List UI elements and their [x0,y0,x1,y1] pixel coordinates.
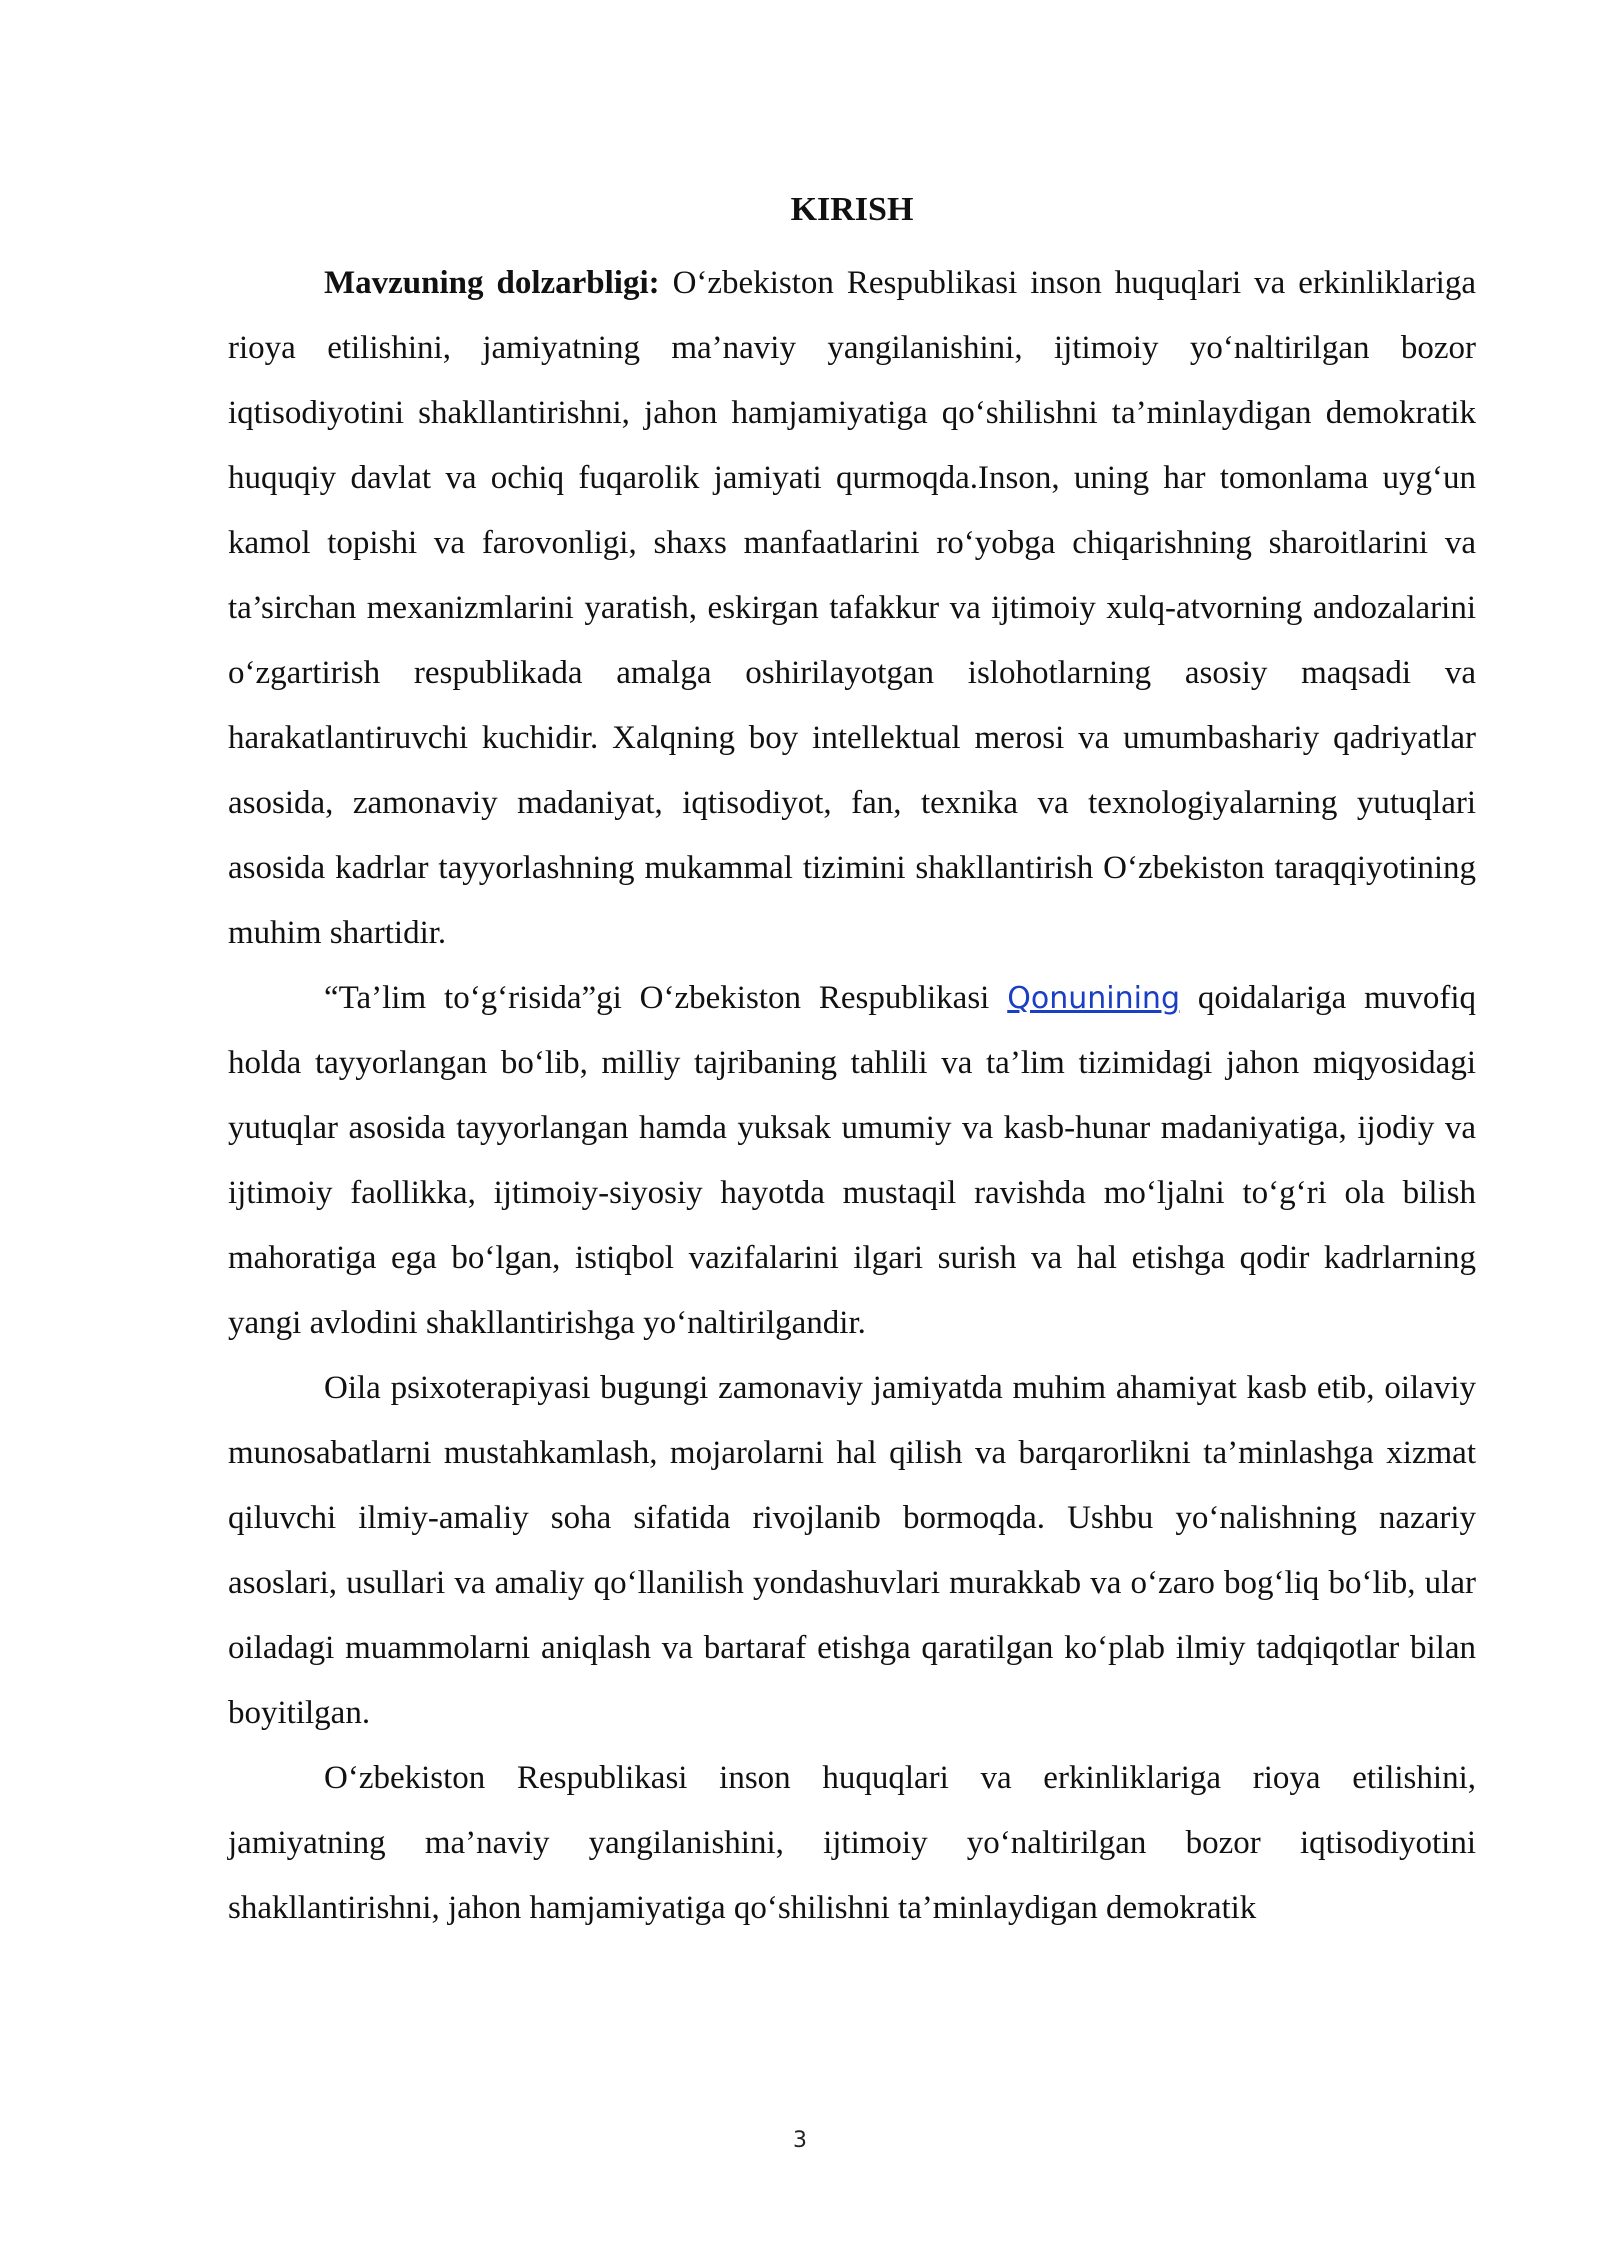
paragraph-family-psychotherapy: Oila psixoterapiyasi bugungi zamonaviy jamiyatda muhim ahamiyat kasb etib, oilaviy munosabatlarni mustahkamlash, mojarolarni hal qilish va barqarorlikni ta’minlashga xizmat qiluvchi ilmiy-amaliy soha sifatida rivojlanib bormoqda. Ushbu yo‘nalishning nazariy asoslari, usullari va amaliy qo‘llanilish yondashuvlari murakkab va o‘zaro bog‘liq bo‘lib, ular oiladagi muammolarni aniqlash va bartaraf etishga qaratilgan ko‘plab ilmiy tadqiqotlar bilan boyitilgan. [228,1370,1476,1731]
paragraph-text: qoidalariga muvofiq holda tayyorlangan bo‘lib, milliy tajribaning tahlili va ta’lim tizimidagi jahon miqyosidagi yutuqlar asosida tayyorlangan hamda yuksak umumiy va kasb-hunar madaniyatiga, ijodiy va ijtimoiy faollikka, ijtimoiy-siyosiy hayotda mustaqil ravishda mo‘ljalni to‘g‘ri ola bilish mahoratiga ega bo‘lgan, istiqbol vazifalarini ilgari surish va hal etishga qodir kadrlarning yangi avlodini shakllantirishga yo‘naltirilgandir. [228,980,1477,1341]
page-number: 3 [793,2128,807,2153]
page-title: KIRISH [790,191,914,228]
paragraph-republic: O‘zbekiston Respublikasi inson huquqlari va erkinliklariga rioya etilishini, jamiyatning ma’naviy yangilanishini, ijtimoiy yo‘naltirilgan bozor iqtisodiyotini shakllantirishni, jahon hamjamiyatiga qo‘shilishni ta’minlaydigan demokratik [228,1760,1476,1926]
paragraph-relevance [228,251,1476,966]
paragraph-text: “Ta’lim to‘g‘risida”gi O‘zbekiston Respublikasi [324,980,1008,1016]
paragraph-text: O‘zbekiston Respublikasi inson huquqlari va erkinliklariga rioya etilishini, jamiyatning ma’naviy yangilanishini, ijtimoiy yo‘naltirilgan bozor iqtisodiyotini shakllantirishni, jahon hamjamiyatiga qo‘shilishni ta’minlaydigan demokratik huquqiy davlat va ochiq fuqarolik jamiyati qurmoqda.Inson, uning har tomonlama uyg‘un kamol topishi va farovonligi, shaxs manfaatlarini ro‘yobga chiqarishning sharoitlarini va ta’sirchan mexanizmlarini yaratish, eskirgan tafakkur va ijtimoiy xulq-atvorning andozalarini o‘zgartirish respublikada amalga oshirilayotgan islohotlarning asosiy maqsadi va harakatlantiruvchi kuchidir. Xalqning boy intellektual merosi va umumbashariy qadriyatlar asosida, zamonaviy madaniyat, iqtisodiyot, fan, texnika va texnologiyalarning yutuqlari asosida kadrlar tayyorlashning mukammal tizimini shakllantirish O‘zbekiston taraqqiyotining muhim shartidir. [228,265,1477,951]
document-body [228,186,1476,1941]
paragraph-lead-heading: Mavzuning dolzarbligi: [324,265,660,301]
law-link[interactable]: Qonunining [1007,981,1180,1016]
paragraph-law [228,966,1476,1356]
